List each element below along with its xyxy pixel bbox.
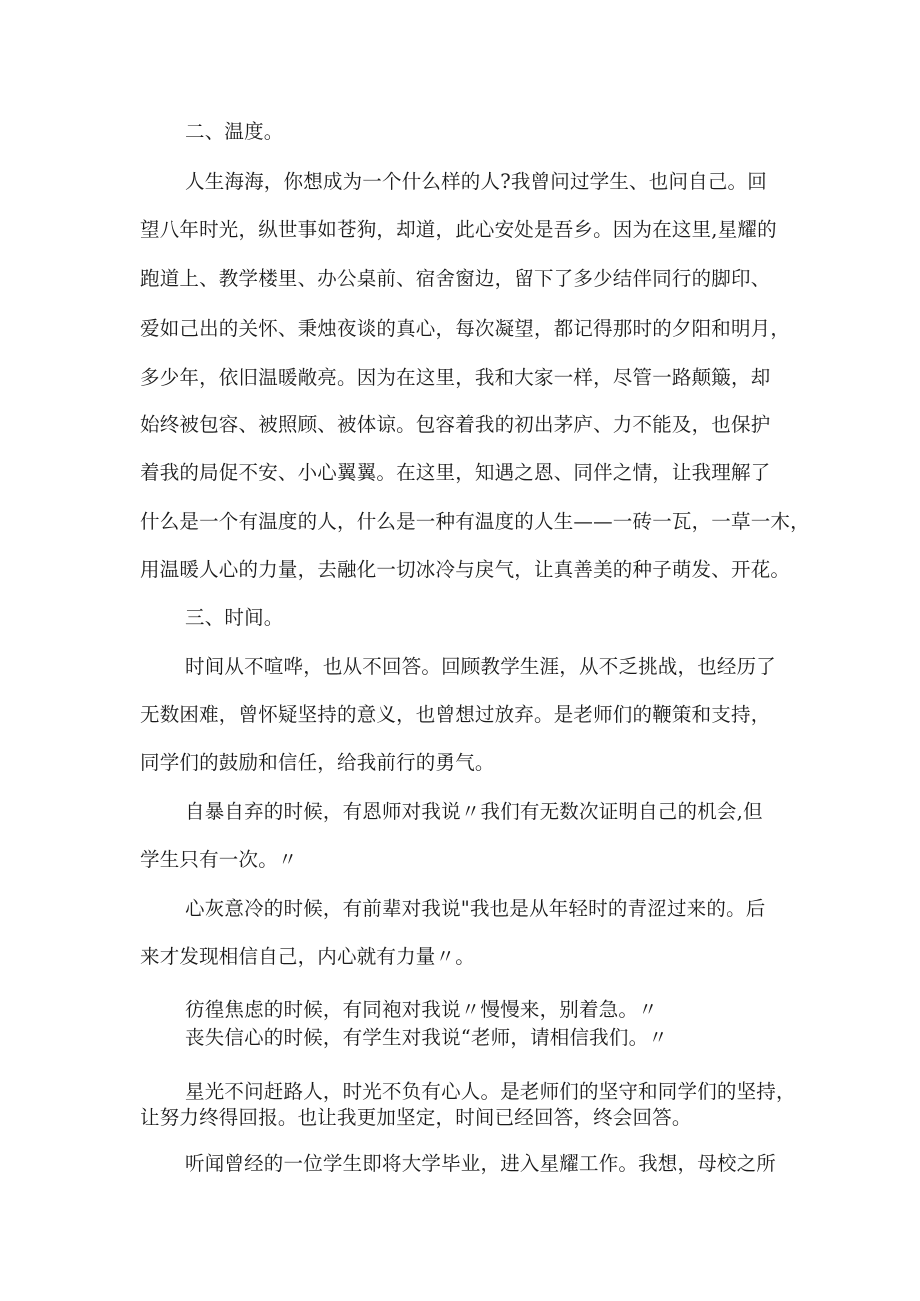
paragraph-line: 同学们的鼓励和信任，给我前行的勇气。 [140, 751, 495, 774]
paragraph-line: 来才发现相信自己，内心就有力量〃。 [140, 945, 475, 968]
paragraph-line: 望八年时光，纵世事如苍狗，却道，此心安处是吾乡。因为在这里,星耀的 [140, 218, 777, 241]
paragraph-line: 跑道上、教学楼里、办公桌前、宿舍窗边，留下了多少结伴同行的脚印、 [140, 267, 771, 290]
paragraph-line: 心灰意冷的时候，有前辈对我说"我也是从年轻时的青涩过来的。后 [185, 897, 766, 920]
paragraph-line: 彷徨焦虑的时候，有同袍对我说〃慢慢来，别着急。〃 [185, 998, 658, 1021]
paragraph-line: 让努力终得回报。也让我更加坚定，时间已经回答，终会回答。 [140, 1106, 692, 1129]
paragraph-line: 始终被包容、被照顾、被体谅。包容着我的初出茅庐、力不能及，也保护 [140, 413, 771, 436]
paragraph-line: 星光不问赶路人，时光不负有心人。是老师们的坚守和同学们的坚持， [185, 1080, 796, 1103]
paragraph-line: 丧失信心的时候，有学生对我说“老师，请相信我们。〃 [185, 1026, 668, 1049]
paragraph-line: 爱如己出的关怀、秉烛夜谈的真心，每次凝望，都记得那时的夕阳和明月， [140, 317, 791, 340]
paragraph-line: 自暴自弃的时候，有恩师对我说〃我们有无数次证明自己的机会,但 [185, 800, 763, 823]
paragraph-line: 无数困难，曾怀疑坚持的意义，也曾想过放弃。是老师们的鞭策和支持， [140, 703, 771, 726]
paragraph-line: 多少年，依旧温暖敞亮。因为在这里，我和大家一样，尽管一路颠簸，却 [140, 366, 771, 389]
section-heading-warmth: 二、温度。 [185, 120, 284, 143]
paragraph-line: 学生只有一次。〃 [140, 848, 298, 871]
paragraph-line: 听闻曾经的一位学生即将大学毕业，进入星耀工作。我想，母校之所 [185, 1152, 777, 1175]
paragraph-line: 用温暖人心的力量，去融化一切冰冷与戾气，让真善美的种子萌发、开花。 [140, 558, 791, 581]
paragraph-line: 着我的局促不安、小心翼翼。在这里，知遇之恩、同伴之情，让我理解了 [140, 461, 771, 484]
paragraph-line: 什么是一个有温度的人，什么是一种有温度的人生——一砖一瓦，一草一木， [140, 510, 810, 533]
paragraph-line: 人生海海，你想成为一个什么样的人?我曾问过学生、也问自己。回 [185, 170, 767, 193]
paragraph-line: 时间从不喧哗，也从不回答。回顾教学生涯，从不乏挑战，也经历了 [185, 655, 777, 678]
section-heading-time: 三、时间。 [185, 606, 284, 629]
